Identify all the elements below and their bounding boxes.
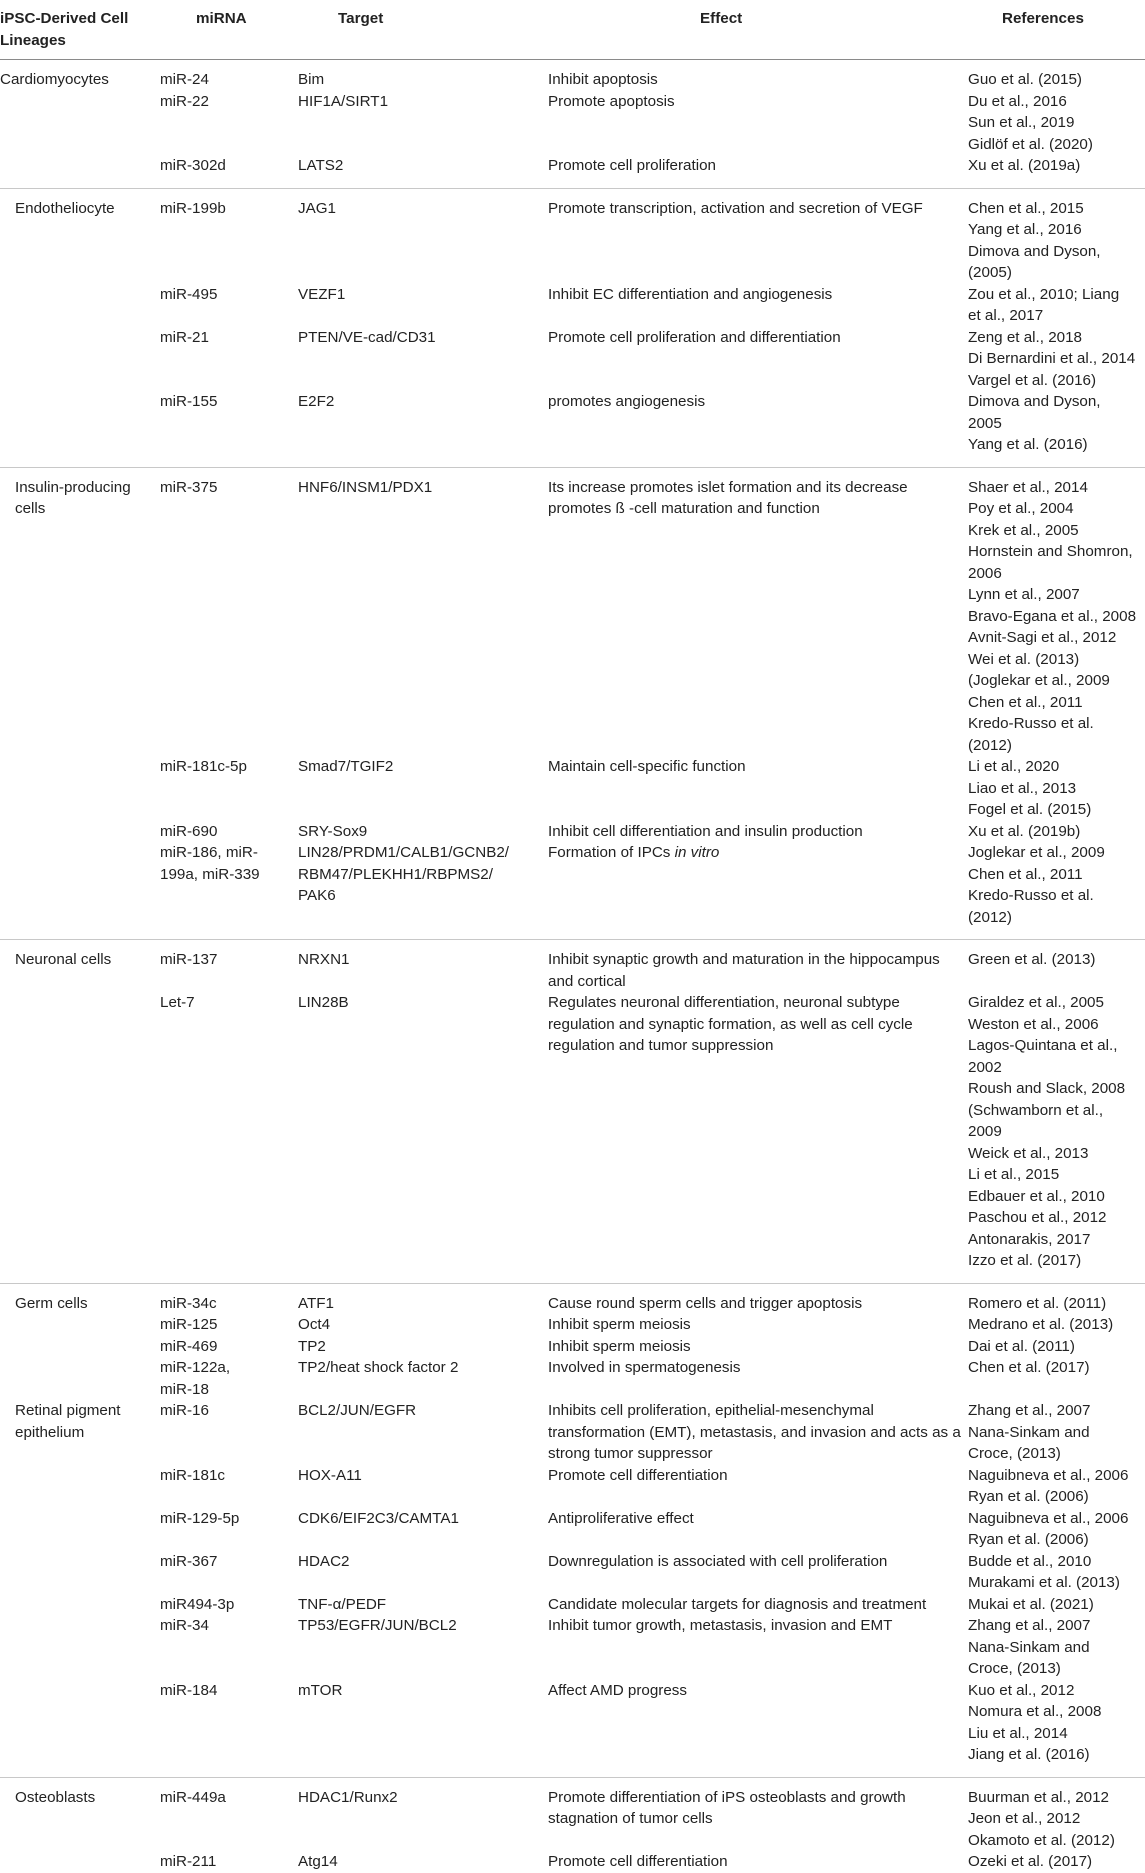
cell-references: Kuo et al., 2012 Nomura et al., 2008 Liu et al., 2014 Jiang et al. (2016) [968,1680,1145,1778]
table-row [0,1851,1145,1873]
table-row [0,1508,1145,1551]
cell-references: Giraldez et al., 2005 Weston et al., 2006 Lagos-Quintana et al., 2002 Roush and Slack, 2008 (Schwamborn et al., 2009 Weick et al., 2013 Li et al., 2015 Edbauer et al., 2010 Paschou et al., 2012 Antonarakis, 2017 Izzo et al. (2017) [968,992,1145,1283]
cell-lineage: Germ cells [15,1294,88,1312]
cell-lineage: Retinal pigment epithelium [15,1402,121,1441]
cell-target: PTEN/VE-cad/CD31 [298,328,436,346]
cell-references: Guo et al. (2015) Du et al., 2016 Sun et al., 2019 Gidlöf et al. (2020) [968,71,1093,153]
cell-effect: Promote cell proliferation and differentiation [548,328,841,346]
cell-target: mTOR [298,1680,548,1778]
cell-mirna: miR-34c miR-125 miR-469 miR-122a, miR-18 [160,1294,231,1398]
cell-lineage [0,821,160,940]
cell-effect: Affect AMD progress [548,1680,968,1778]
cell-target: HDAC2 [298,1552,350,1570]
table-header [0,0,1145,60]
cell-target: Smad7/TGIF2 [298,758,394,775]
cell-references: Xu et al. (2019b) Joglekar et al., 2009 Chen et al., 2011 Kredo-Russo et al. (2012) [968,821,1145,940]
cell-references: Zeng et al., 2018 Di Bernardini et al., 2014 Vargel et al. (2016) [968,328,1136,389]
cell-effect: Inhibits cell proliferation, epithelial-mesenchymal transformation (EMT), metastasis, and invasion and acts as a strong tumor suppressor [548,1402,961,1462]
cell-references: Budde et al., 2010 Murakami et al. (2013) [968,1552,1120,1591]
header-lineage: iPSC-Derived Cell Lineages [0,0,160,60]
table-row [0,940,1145,993]
cell-effect: Inhibit EC differentiation and angiogenesis [548,285,833,303]
cell-mirna: miR-302d [160,155,298,188]
cell-target: VEZF1 [298,285,346,303]
table-row [0,1465,1145,1508]
cell-mirna: miR-495 [160,285,218,303]
table-row [0,60,1145,156]
cell-lineage: Neuronal cells [15,951,112,968]
cell-references: Mukai et al. (2021) Zhang et al., 2007 Nana-Sinkam and Croce, (2013) [968,1595,1094,1677]
cell-references: Xu et al. (2019a) [968,155,1145,188]
cell-target: HNF6/INSM1/PDX1 [298,478,433,496]
cell-target: LATS2 [298,155,548,188]
cell-lineage [0,327,160,392]
cell-target: SRY-Sox9 LIN28/PRDM1/CALB1/GCNB2/ RBM47/PLEKHH1/RBPMS2/ PAK6 [298,821,548,940]
cell-mirna: miR-137 [160,951,218,968]
cell-effect: Promote cell proliferation [548,155,968,188]
table-row [0,1400,1145,1465]
cell-effect: Cause round sperm cells and trigger apoptosis Inhibit sperm meiosis Inhibit sperm meiosis Involved in spermatogenesis [548,1294,863,1376]
cell-references: Buurman et al., 2012 Jeon et al., 2012 Okamoto et al. (2012) [968,1788,1115,1849]
cell-target: Bim HIF1A/SIRT1 [298,71,389,110]
cell-lineage: Osteoblasts [15,1788,96,1806]
cell-mirna: miR494-3p miR-34 [160,1595,235,1634]
table-row [0,756,1145,821]
header-effect: Effect [548,0,968,60]
cell-target: HDAC1/Runx2 [298,1788,398,1806]
cell-mirna: miR-181c [160,1466,225,1484]
cell-lineage [0,1851,160,1873]
cell-effect: Promote transcription, activation and secretion of VEGF [548,199,923,217]
cell-mirna: miR-129-5p [160,1509,240,1527]
cell-target: HOX-A11 [298,1466,362,1484]
effect-italic-text: in vitro [674,844,720,861]
cell-references: Green et al. (2013) [968,951,1096,968]
cell-lineage [0,391,160,467]
cell-lineage: Endotheliocyte [15,199,115,217]
cell-target: Atg14 [298,1853,338,1870]
table-row [0,467,1145,756]
cell-effect: Regulates neuronal differentiation, neuronal subtype regulation and synaptic formation, as well as cell cycle regulation and tumor suppression [548,992,968,1283]
cell-effect: Downregulation is associated with cell proliferation [548,1552,888,1570]
header-references: References [968,0,1145,60]
table-row [0,391,1145,467]
cell-effect: Promote cell differentiation [548,1466,728,1484]
cell-effect: Antiproliferative effect [548,1509,694,1527]
cell-effect: Promote differentiation of iPS osteoblasts and growth stagnation of tumor cells [548,1788,906,1827]
cell-references: Li et al., 2020 Liao et al., 2013 Fogel et al. (2015) [968,758,1092,818]
table-row [0,992,1145,1283]
cell-mirna: miR-24 miR-22 [160,71,209,110]
cell-mirna: miR-181c-5p [160,758,247,775]
cell-lineage [0,1680,160,1778]
cell-lineage [0,1465,160,1508]
cell-mirna: Let-7 [160,992,298,1283]
cell-mirna: miR-367 [160,1552,218,1570]
cell-lineage [0,284,160,327]
header-mirna: miRNA [160,0,298,60]
cell-effect: Its increase promotes islet formation and its decrease promotes ß -cell maturation and function [548,478,908,517]
cell-effect: Promote cell differentiation [548,1853,728,1870]
table-row [0,1551,1145,1594]
cell-target: ATF1 Oct4 TP2 TP2/heat shock factor 2 [298,1294,459,1376]
cell-lineage [0,992,160,1283]
cell-lineage [0,155,160,188]
cell-references: Naguibneva et al., 2006 Ryan et al. (2006) [968,1466,1129,1505]
header-row [0,0,1145,60]
cell-lineage [0,1508,160,1551]
cell-effect [548,821,968,940]
cell-references: Zou et al., 2010; Liang et al., 2017 [968,285,1120,324]
table-row [0,1283,1145,1400]
cell-mirna: miR-21 [160,328,209,346]
cell-references: Chen et al., 2015 Yang et al., 2016 Dimova and Dyson, (2005) [968,199,1101,281]
cell-mirna: miR-449a [160,1788,226,1806]
cell-effect: Candidate molecular targets for diagnosis and treatment Inhibit tumor growth, metastasis, invasion and EMT [548,1595,927,1634]
cell-target: JAG1 [298,199,336,217]
effect-text: Inhibit cell differentiation and insulin production Formation of IPCs [548,822,863,861]
cell-effect: Maintain cell-specific function [548,758,746,775]
cell-references: Dimova and Dyson, 2005 Yang et al. (2016) [968,391,1145,467]
cell-lineage [0,756,160,821]
cell-target: NRXN1 [298,951,350,968]
cell-references: Shaer et al., 2014 Poy et al., 2004 Krek et al., 2005 Hornstein and Shomron, 2006 Lynn et al., 2007 Bravo-Egana et al., 2008 Avnit-Sagi et al., 2012 Wei et al. (2013) (Joglekar et al., 2009 Chen et al., 2011 Kredo-Russo et al. (2012) [968,478,1137,754]
cell-lineage: Cardiomyocytes [0,71,109,88]
table-row [0,1777,1145,1851]
cell-target: E2F2 [298,391,548,467]
cell-effect: promotes angiogenesis [548,391,968,467]
cell-mirna: miR-375 [160,478,218,496]
cell-mirna: miR-211 [160,1853,217,1870]
cell-target: TNF-α/PEDF TP53/EGFR/JUN/BCL2 [298,1595,457,1634]
cell-references: Zhang et al., 2007 Nana-Sinkam and Croce, (2013) [968,1402,1091,1462]
cell-effect: Inhibit synaptic growth and maturation in the hippocampus and cortical [548,951,940,990]
header-target: Target [298,0,548,60]
table-row [0,1680,1145,1778]
table-row [0,1594,1145,1680]
cell-lineage [0,1594,160,1680]
table-body [0,60,1145,1873]
cell-mirna: miR-184 [160,1680,298,1778]
table-row [0,188,1145,284]
cell-mirna: miR-16 [160,1402,209,1419]
cell-references: Naguibneva et al., 2006 Ryan et al. (2006) [968,1509,1129,1548]
table-row [0,821,1145,940]
cell-references: Romero et al. (2011) Medrano et al. (2013) Dai et al. (2011) Chen et al. (2017) [968,1294,1114,1376]
table-row [0,155,1145,188]
cell-references: Ozeki et al. (2017) [968,1853,1093,1870]
cell-lineage [0,1551,160,1594]
table-row [0,284,1145,327]
cell-mirna: miR-155 [160,391,298,467]
table-row [0,327,1145,392]
cell-target: LIN28B [298,992,548,1283]
cell-target: BCL2/JUN/EGFR [298,1402,417,1419]
cell-mirna: miR-199b [160,199,226,217]
cell-lineage: Insulin-producing cells [15,478,131,517]
cell-target: CDK6/EIF2C3/CAMTA1 [298,1509,459,1527]
cell-mirna: miR-690 miR-186, miR- 199a, miR-339 [160,821,298,940]
cell-effect: Inhibit apoptosis Promote apoptosis [548,71,675,110]
